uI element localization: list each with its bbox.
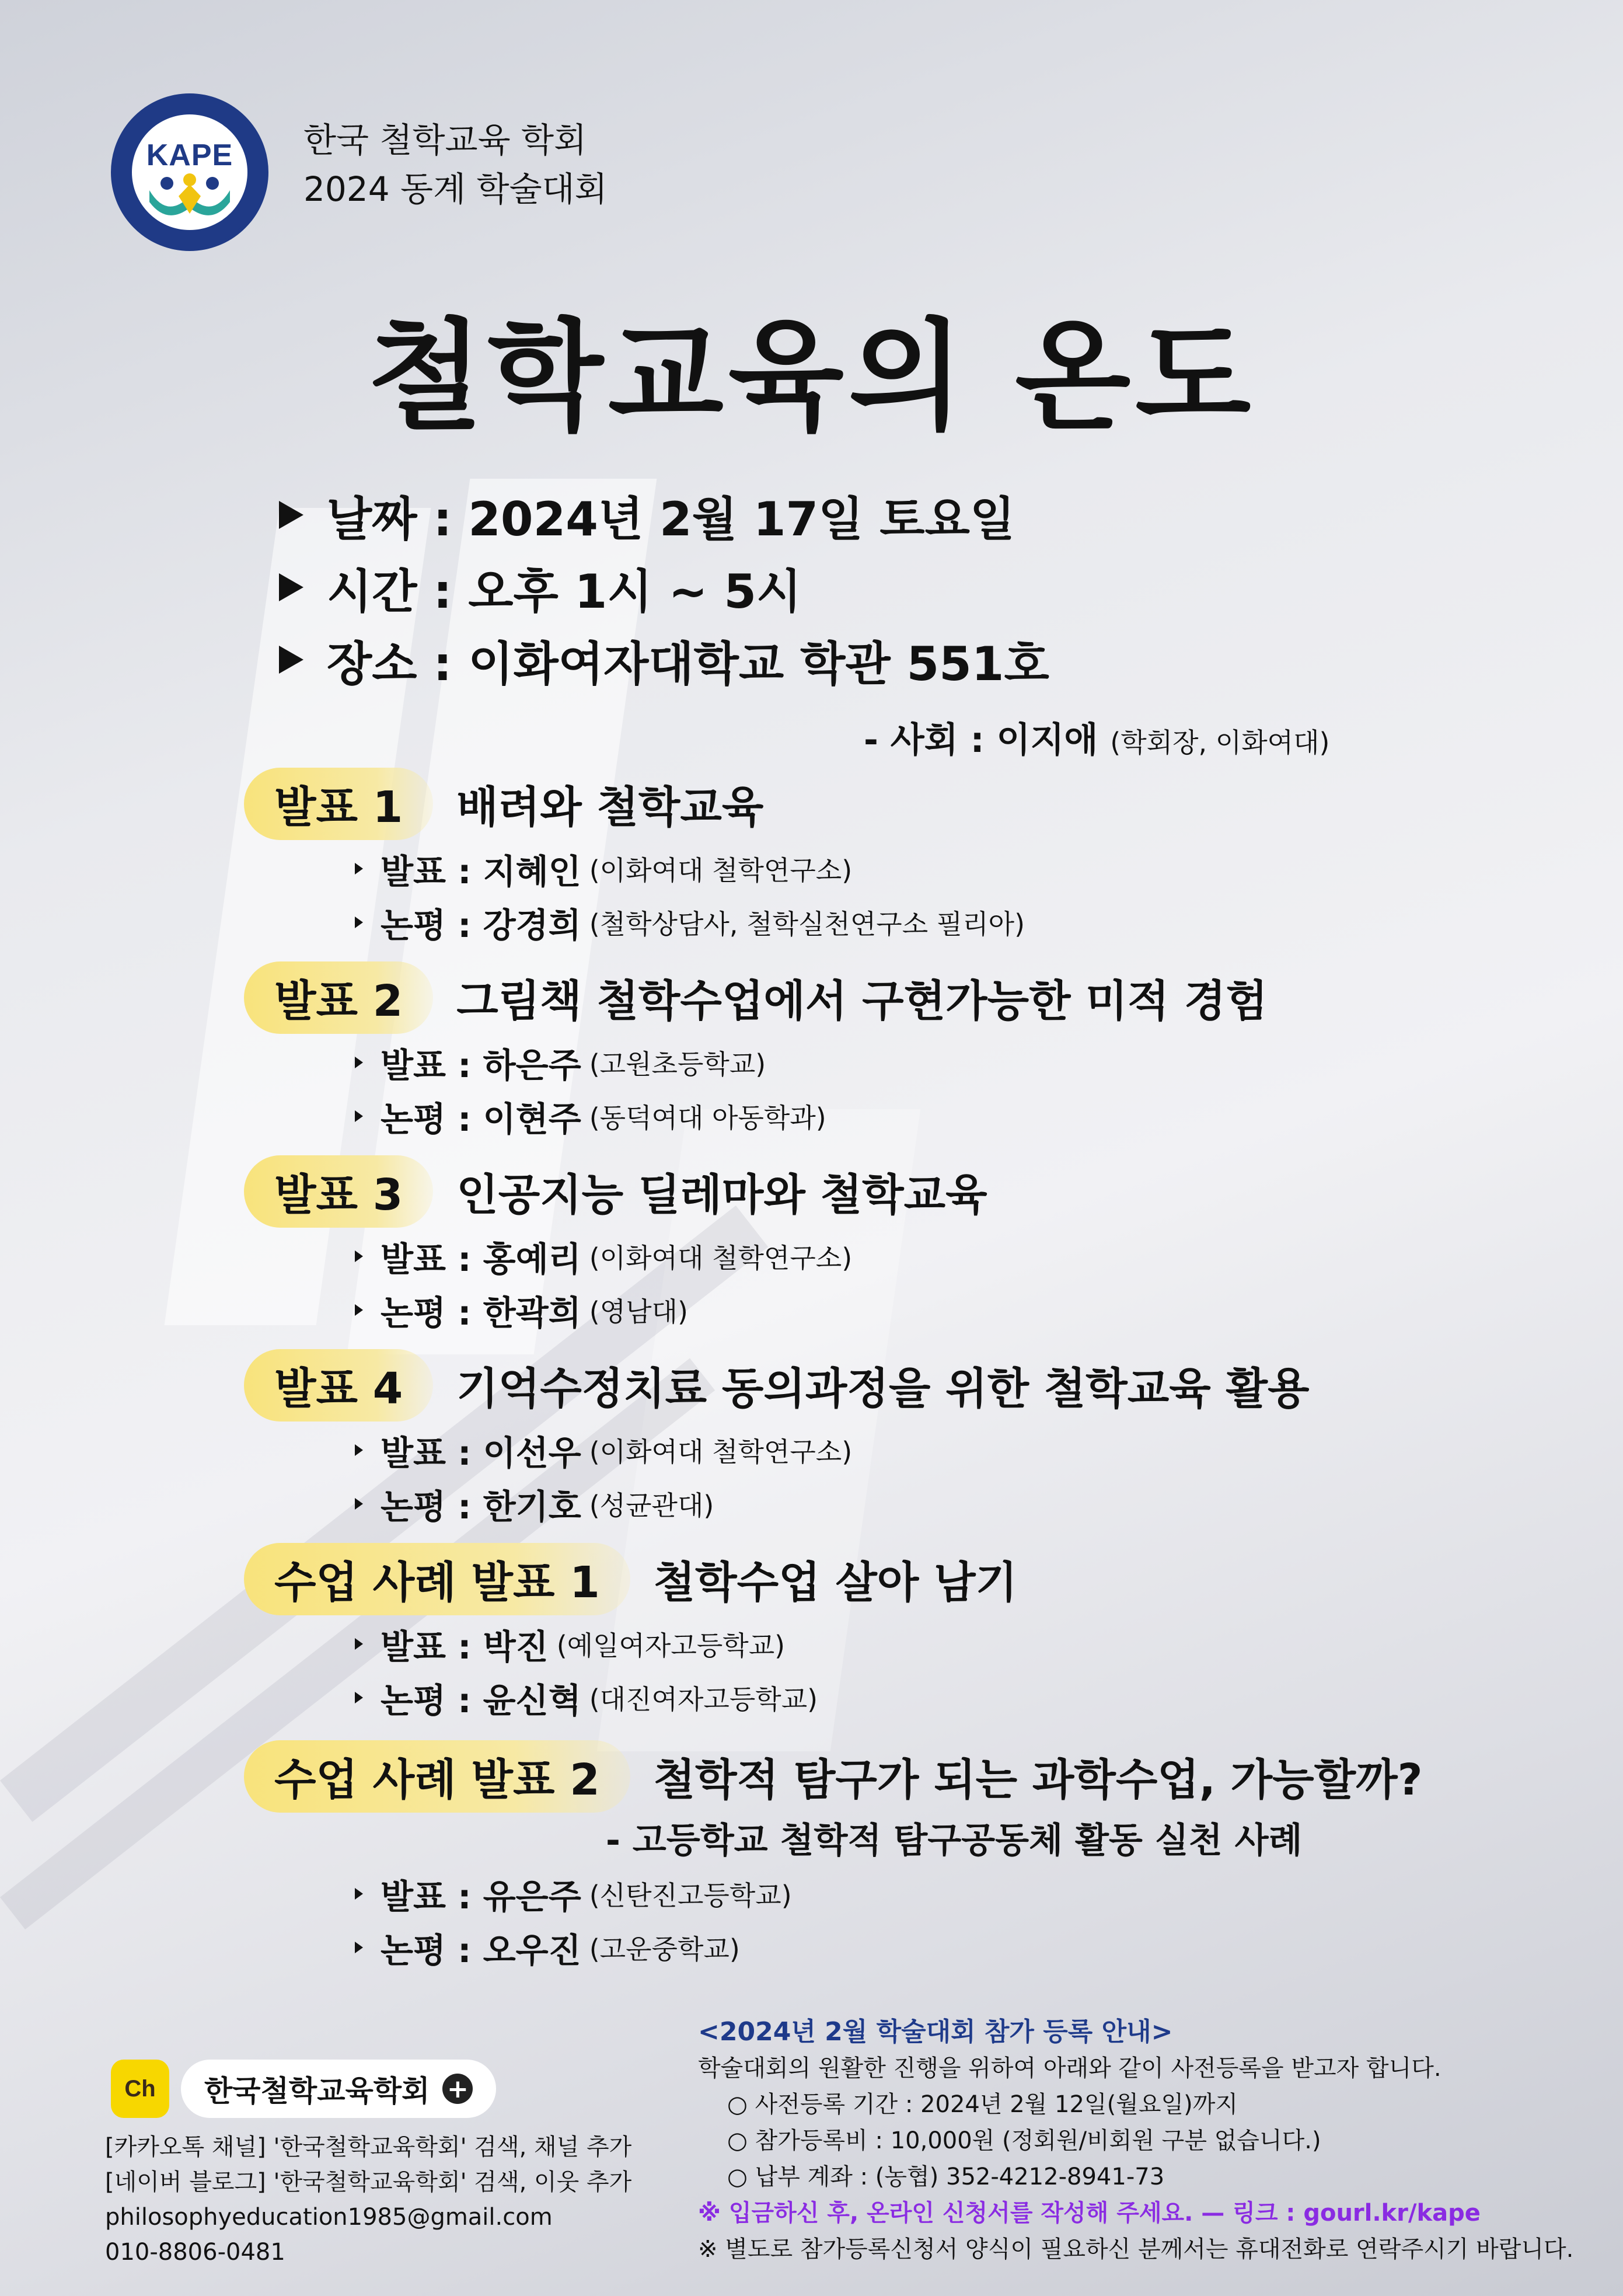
session-tag: 발표 2	[244, 961, 433, 1034]
discussant: 논평 : 이현주	[381, 1099, 581, 1139]
bullet-icon	[355, 1692, 363, 1703]
info-place	[279, 623, 1049, 696]
kakao-guide: [카카오톡 채널] '한국철학교육학회' 검색, 채널 추가	[105, 2134, 632, 2161]
triangle-icon	[279, 501, 303, 529]
presenter-affiliation: (고원초등학교)	[589, 1048, 766, 1080]
online-form-link[interactable]: ※ 입금하신 후, 온라인 신청서를 작성해 주세요. — 링크 : gourl.kr/kape	[698, 2200, 1481, 2227]
session-tag: 발표 3	[244, 1155, 433, 1228]
bullet-icon	[355, 1498, 363, 1510]
session-tag: 수업 사례 발표 1	[244, 1543, 630, 1615]
contact-info	[105, 2130, 631, 2270]
presenter: 발표 : 홍예리	[381, 1239, 581, 1279]
presenter: 발표 : 유은주	[381, 1877, 581, 1917]
presenter: 발표 : 하은주	[381, 1046, 581, 1085]
phone-notice: ※ 별도로 참가등록신청서 양식이 필요하신 분께서는 휴대전화로 연락주시기 바랍니다.	[698, 2236, 1574, 2263]
bullet-icon	[355, 1942, 363, 1953]
bullet-icon	[355, 1888, 363, 1900]
discussant-affiliation: (대진여자고등학교)	[589, 1684, 818, 1715]
session-2	[244, 960, 1268, 1143]
presenter-affiliation: (이화여대 철학연구소)	[589, 1242, 853, 1274]
discussant: 논평 : 한기호	[381, 1487, 581, 1527]
session-3	[244, 1154, 987, 1337]
presenter-affiliation: (이화여대 철학연구소)	[589, 1436, 853, 1468]
bullet-icon	[355, 1638, 363, 1650]
session-title: 철학수업 살아 남기	[653, 1558, 1018, 1608]
page-title: 철학교육의 온도	[367, 308, 1256, 447]
info-time	[279, 551, 1049, 623]
triangle-icon	[279, 573, 303, 601]
session-title: 배려와 철학교육	[456, 782, 764, 832]
presenter-affiliation: (예일여자고등학교)	[556, 1630, 786, 1661]
case-session-1	[244, 1541, 1017, 1724]
session-title: 그림책 철학수업에서 구현가능한 미적 경험	[456, 976, 1268, 1026]
event-info	[279, 479, 1049, 696]
info-text: 날짜 : 2024년 2월 17일 토요일	[327, 492, 1015, 546]
session-title: 철학적 탐구가 되는 과학수업, 가능할까?	[653, 1755, 1423, 1805]
session-4	[244, 1347, 1309, 1531]
session-tag: 수업 사례 발표 2	[244, 1740, 630, 1813]
session-tag: 발표 1	[244, 768, 433, 840]
discussant: 논평 : 한곽희	[381, 1293, 581, 1333]
presenter-affiliation: (신탄진고등학교)	[589, 1880, 792, 1911]
registration-period: ○ 사전등록 기간 : 2024년 2월 12일(월요일)까지	[727, 2091, 1238, 2118]
registration-fee: ○ 참가등록비 : 10,000원 (정회원/비회원 구분 없습니다.)	[727, 2127, 1321, 2154]
discussant: 논평 : 오우진	[381, 1931, 581, 1970]
discussant-affiliation: (고운중학교)	[589, 1933, 740, 1965]
discussant: 논평 : 윤신혁	[381, 1681, 581, 1720]
registration-title: <2024년 2월 학술대회 참가 등록 안내>	[698, 2017, 1173, 2047]
bullet-icon	[355, 1304, 363, 1316]
info-text: 시간 : 오후 1시 ~ 5시	[327, 564, 802, 619]
kakao-channel-box[interactable]	[181, 2060, 496, 2118]
org-name	[303, 116, 608, 214]
kape-logo	[111, 93, 268, 251]
session-subtitle: - 고등학교 철학적 탐구공동체 활동 실천 사례	[606, 1820, 1303, 1861]
event-line: 2024 동계 학술대회	[303, 169, 608, 209]
triangle-icon	[279, 646, 303, 674]
presenter: 발표 : 지혜인	[381, 852, 581, 891]
discussant-affiliation: (동덕여대 아동학과)	[589, 1102, 826, 1134]
add-channel-icon[interactable]: +	[442, 2074, 473, 2104]
bullet-icon	[355, 1110, 363, 1122]
bullet-icon	[355, 917, 363, 928]
presenter-affiliation: (이화여대 철학연구소)	[589, 855, 853, 886]
session-tag: 발표 4	[244, 1349, 433, 1422]
discussant-affiliation: (철학상담사, 철학실천연구소 필리아)	[589, 908, 1025, 940]
registration-intro: 학술대회의 원활한 진행을 위하여 아래와 같이 사전등록을 받고자 합니다.	[698, 2055, 1441, 2082]
info-text: 장소 : 이화여자대학교 학관 551호	[327, 636, 1049, 691]
bullet-icon	[355, 1444, 363, 1456]
session-title: 인공지능 딜레마와 철학교육	[456, 1170, 987, 1220]
discussant-affiliation: (영남대)	[589, 1296, 688, 1328]
phone[interactable]: 010-8806-0481	[105, 2239, 285, 2266]
bullet-icon	[355, 1250, 363, 1262]
session-1	[244, 766, 1025, 949]
host-note: (학회장, 이화여대)	[1110, 727, 1330, 758]
bank-account: ○ 납부 계좌 : (농협) 352-4212-8941-73	[727, 2163, 1165, 2190]
kakao-channel-icon: Ch	[111, 2060, 169, 2118]
people-icon	[132, 173, 247, 220]
naver-guide: [네이버 블로그] '한국철학교육학회' 검색, 이웃 추가	[105, 2169, 632, 2196]
discussant-affiliation: (성균관대)	[589, 1490, 714, 1521]
discussant: 논평 : 강경희	[381, 905, 581, 945]
host-label: - 사회 : 이지애	[864, 720, 1098, 761]
kakao-channel-name: 한국철학교육학회	[204, 2074, 430, 2108]
email[interactable]: philosophyeducation1985@gmail.com	[105, 2204, 553, 2231]
bullet-icon	[355, 863, 363, 874]
presenter: 발표 : 박진	[381, 1627, 549, 1667]
kakao-channel-badge[interactable]	[111, 2060, 496, 2118]
host-line	[864, 712, 1329, 762]
case-session-2	[244, 1738, 1423, 1974]
presenter: 발표 : 이선우	[381, 1433, 581, 1473]
bullet-icon	[355, 1057, 363, 1068]
org-line: 한국 철학교육 학회	[303, 120, 587, 160]
info-date	[279, 479, 1049, 551]
registration-info	[698, 2014, 1573, 2267]
logo-text: KAPE	[146, 138, 233, 172]
session-title: 기억수정치료 동의과정을 위한 철학교육 활용	[456, 1364, 1310, 1414]
